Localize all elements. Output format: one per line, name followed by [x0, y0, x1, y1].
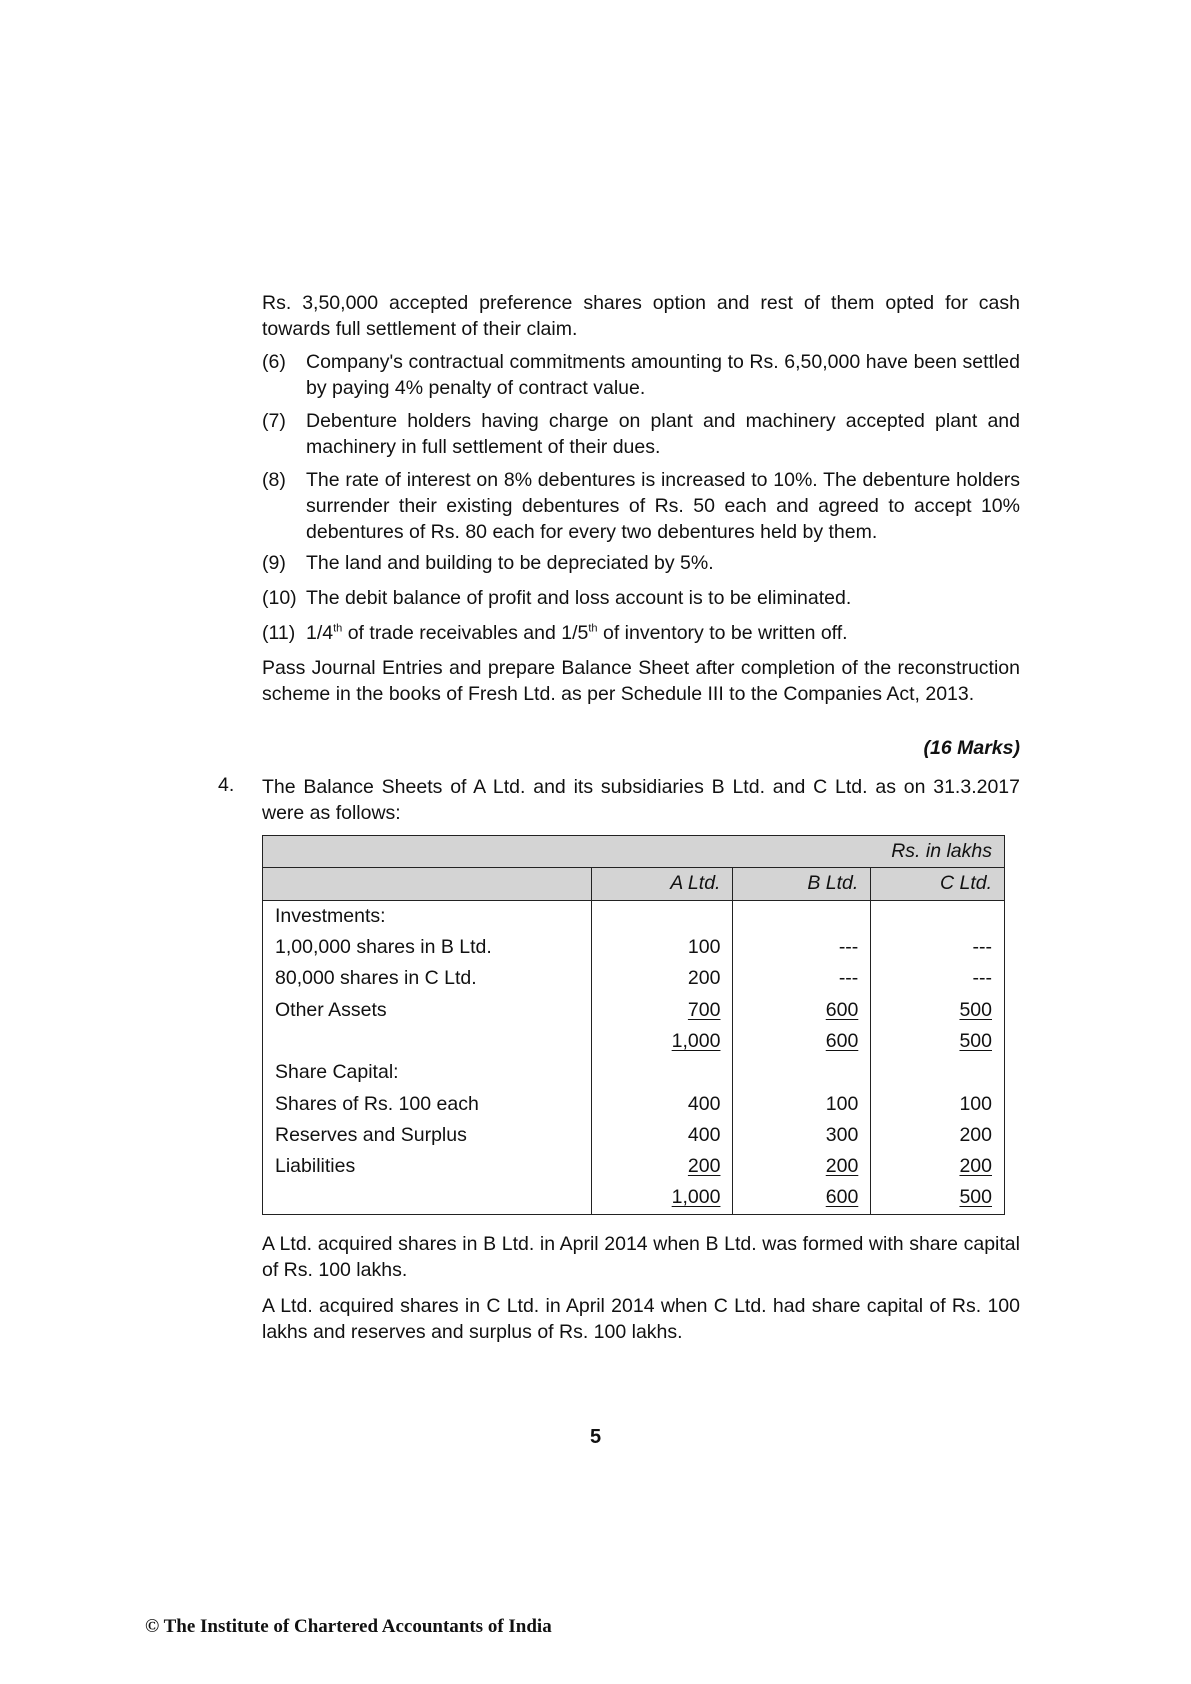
item-text: The debit balance of profit and loss account is to be eliminated. — [306, 587, 852, 609]
item-text: Company's contractual commitments amounting to Rs. 6,50,000 have been settled by paying 4% penalty of contract value. — [306, 351, 1020, 399]
cell-a: 1,000 — [591, 1182, 733, 1214]
item-number: (8) — [262, 469, 286, 491]
table-total-row — [263, 1182, 1005, 1214]
cell-c: 500 — [871, 1026, 1005, 1057]
header-cell: A Ltd. — [591, 868, 733, 900]
cell-c: --- — [871, 963, 1005, 994]
cell-a: 700 — [591, 994, 733, 1025]
table-row — [263, 1057, 1005, 1088]
cell-b — [733, 900, 871, 932]
row-label: Other Assets — [263, 994, 592, 1025]
table-total-row — [263, 1026, 1005, 1057]
cell-b: 200 — [733, 1151, 871, 1182]
table-row — [263, 1151, 1005, 1182]
cell-b — [733, 1057, 871, 1088]
table-row — [263, 900, 1005, 932]
cell-a — [591, 1057, 733, 1088]
page-number: 5 — [589, 1426, 602, 1448]
note-b-ltd: A Ltd. acquired shares in B Ltd. in April 2014 when B Ltd. was formed with share capital of Rs. 100 lakhs. — [262, 1233, 1020, 1281]
cell-b: 300 — [733, 1120, 871, 1151]
header-cell: B Ltd. — [733, 868, 871, 900]
item-number: (6) — [262, 351, 286, 373]
cell-c — [871, 1057, 1005, 1088]
row-label — [263, 1182, 592, 1214]
row-label: Share Capital: — [263, 1057, 592, 1088]
item-text: Debenture holders having charge on plant and machinery accepted plant and machinery in full settlement of their dues. — [306, 410, 1020, 458]
cell-b: --- — [733, 963, 871, 994]
table-row — [263, 994, 1005, 1025]
row-label: 1,00,000 shares in B Ltd. — [263, 932, 592, 963]
item-number: (9) — [262, 552, 286, 574]
continuation-line-1: Rs. 3,50,000 accepted preference shares option and rest of them opted for cash — [262, 292, 1020, 314]
cell-c: --- — [871, 932, 1005, 963]
item-number: (7) — [262, 410, 286, 432]
cell-a: 100 — [591, 932, 733, 963]
cell-b: --- — [733, 932, 871, 963]
cell-c: 200 — [871, 1120, 1005, 1151]
footer-copyright: © The Institute of Chartered Accountants of India — [145, 1616, 552, 1637]
cell-a: 400 — [591, 1120, 733, 1151]
continuation-line-2: towards full settlement of their claim. — [262, 318, 578, 340]
marks-label: (16 Marks) — [923, 737, 1020, 759]
cell-a — [591, 900, 733, 932]
cell-c: 100 — [871, 1088, 1005, 1119]
table-row — [263, 963, 1005, 994]
row-label: Investments: — [263, 900, 592, 932]
table-row — [263, 1088, 1005, 1119]
header-cell: C Ltd. — [871, 868, 1005, 900]
cell-c — [871, 900, 1005, 932]
row-label: 80,000 shares in C Ltd. — [263, 963, 592, 994]
cell-c: 500 — [871, 1182, 1005, 1214]
cell-a: 1,000 — [591, 1026, 733, 1057]
header-cell — [263, 868, 592, 900]
cell-b: 600 — [733, 994, 871, 1025]
table-row — [263, 1120, 1005, 1151]
cell-b: 100 — [733, 1088, 871, 1119]
item-text: The land and building to be depreciated by 5%. — [306, 552, 714, 574]
item-text: The rate of interest on 8% debentures is increased to 10%. The debenture holders surrender their existing debentures of Rs. 50 each and agreed to accept 10% debentures of Rs. 80 each for every two debentures held by them. — [306, 469, 1020, 543]
continuation-text — [262, 290, 1020, 342]
balance-sheet-table — [262, 835, 1005, 1215]
table-header-row — [263, 868, 1005, 900]
cell-c: 500 — [871, 994, 1005, 1025]
row-label: Liabilities — [263, 1151, 592, 1182]
row-label: Reserves and Surplus — [263, 1120, 592, 1151]
cell-a: 400 — [591, 1088, 733, 1119]
row-label: Shares of Rs. 100 each — [263, 1088, 592, 1119]
table-unit-label: Rs. in lakhs — [263, 836, 1005, 868]
cell-c: 200 — [871, 1151, 1005, 1182]
instruction-text: Pass Journal Entries and prepare Balance Sheet after completion of the reconstruction scheme in the books of Fresh Ltd. as per Schedule III to the Companies Act, 2013. — [262, 657, 1020, 705]
item-text: 1/4th of trade receivables and 1/5th of inventory to be written off. — [306, 622, 848, 644]
cell-a: 200 — [591, 963, 733, 994]
cell-a: 200 — [591, 1151, 733, 1182]
question-number: 4. — [218, 774, 235, 796]
question-intro: The Balance Sheets of A Ltd. and its subsidiaries B Ltd. and C Ltd. as on 31.3.2017 were as follows: — [262, 776, 1020, 824]
cell-b: 600 — [733, 1182, 871, 1214]
item-number: (11) — [262, 622, 296, 644]
note-c-ltd: A Ltd. acquired shares in C Ltd. in April 2014 when C Ltd. had share capital of Rs. 100 lakhs and reserves and surplus of Rs. 100 lakhs. — [262, 1295, 1020, 1343]
item-number: (10) — [262, 587, 297, 609]
table-unit-row — [263, 836, 1005, 868]
table-row — [263, 932, 1005, 963]
cell-b: 600 — [733, 1026, 871, 1057]
row-label — [263, 1026, 592, 1057]
